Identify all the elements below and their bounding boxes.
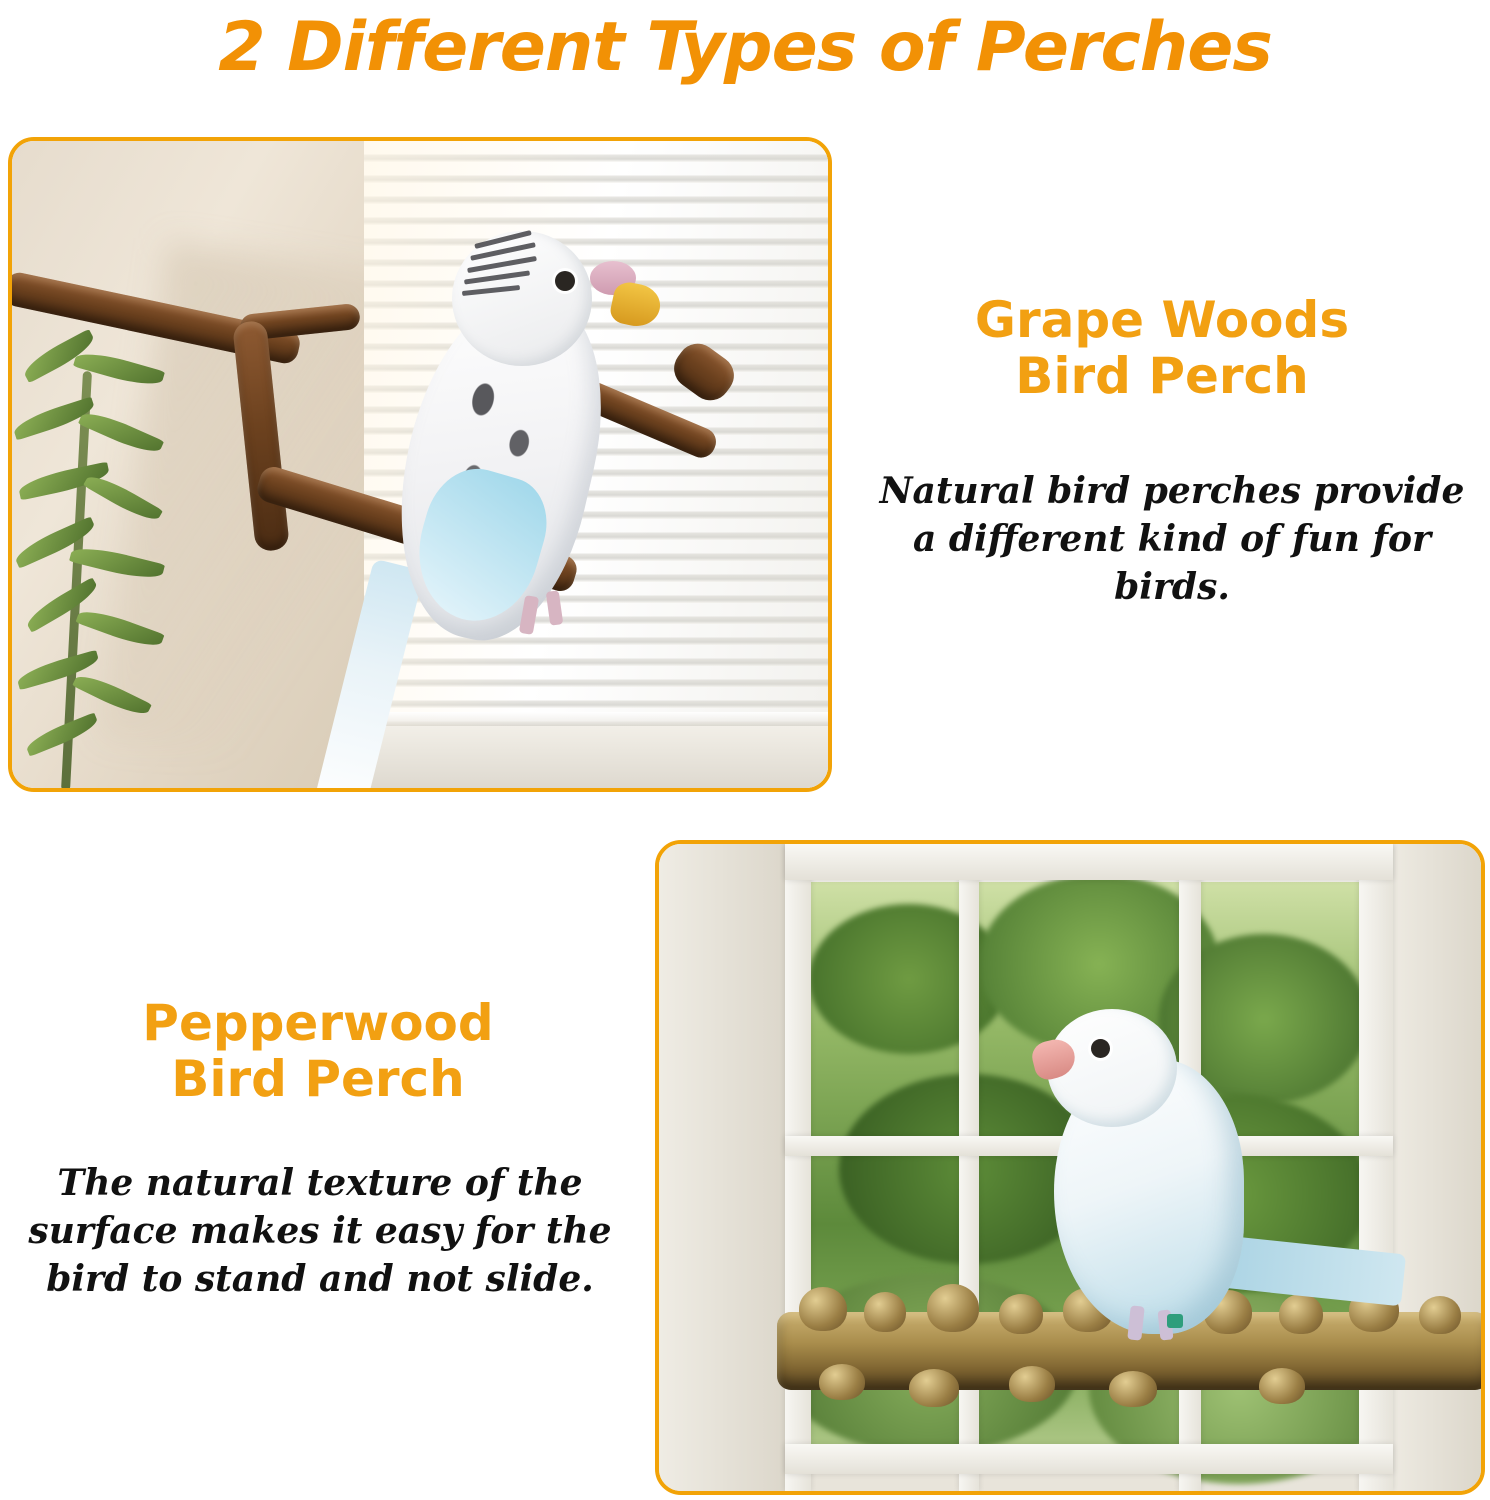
perch-knob xyxy=(1259,1368,1305,1404)
garden-window-scene xyxy=(659,844,1481,1491)
window-mullion xyxy=(959,844,979,1491)
pepperwood-perch-title xyxy=(18,995,618,1107)
pepperwood-perch-photo xyxy=(655,840,1485,1495)
perch-knob xyxy=(1009,1366,1055,1402)
perch-knob xyxy=(909,1369,959,1407)
bird-leg-band xyxy=(1167,1314,1183,1328)
bird-eye xyxy=(1091,1039,1110,1058)
window-mullion xyxy=(1359,844,1393,1491)
grape-perch-title-line-1: Grape Woods xyxy=(974,291,1350,349)
page-title: 2 Different Types of Perches xyxy=(218,8,1272,87)
bird-head xyxy=(452,231,592,366)
perch-knob xyxy=(1279,1294,1323,1334)
grape-perch-title xyxy=(862,292,1462,404)
window-sill xyxy=(352,726,832,788)
pepperwood-perch-description: The natural texture of the surface makes it easy for the bird to stand and not slide. xyxy=(28,1162,612,1300)
pepperwood-perch-title-line-2: Bird Perch xyxy=(171,1050,465,1108)
perch-knob xyxy=(864,1292,906,1332)
perch-knob xyxy=(1109,1371,1157,1407)
perch-knob xyxy=(819,1364,865,1400)
perch-knob xyxy=(799,1287,847,1331)
window-mullion xyxy=(785,1444,1393,1474)
window-wall-right xyxy=(1383,844,1481,1491)
perch-knob xyxy=(1419,1296,1461,1334)
grape-perch-description: Natural bird perches provide a different kind of fun for birds. xyxy=(879,470,1465,608)
perch-knob xyxy=(999,1294,1043,1334)
grape-wood-perch-photo xyxy=(8,137,832,792)
room-scene xyxy=(12,141,828,788)
perch-knob xyxy=(927,1284,979,1332)
window-mullion xyxy=(785,844,1393,880)
window-mullion xyxy=(785,844,811,1491)
bird-eye xyxy=(555,271,575,291)
window-wall-left xyxy=(659,844,785,1491)
pepperwood-perch-title-line-1: Pepperwood xyxy=(142,994,494,1052)
foliage xyxy=(809,904,1009,1054)
grape-perch-title-line-2: Bird Perch xyxy=(1015,347,1309,405)
window-sill-highlight xyxy=(364,712,832,726)
